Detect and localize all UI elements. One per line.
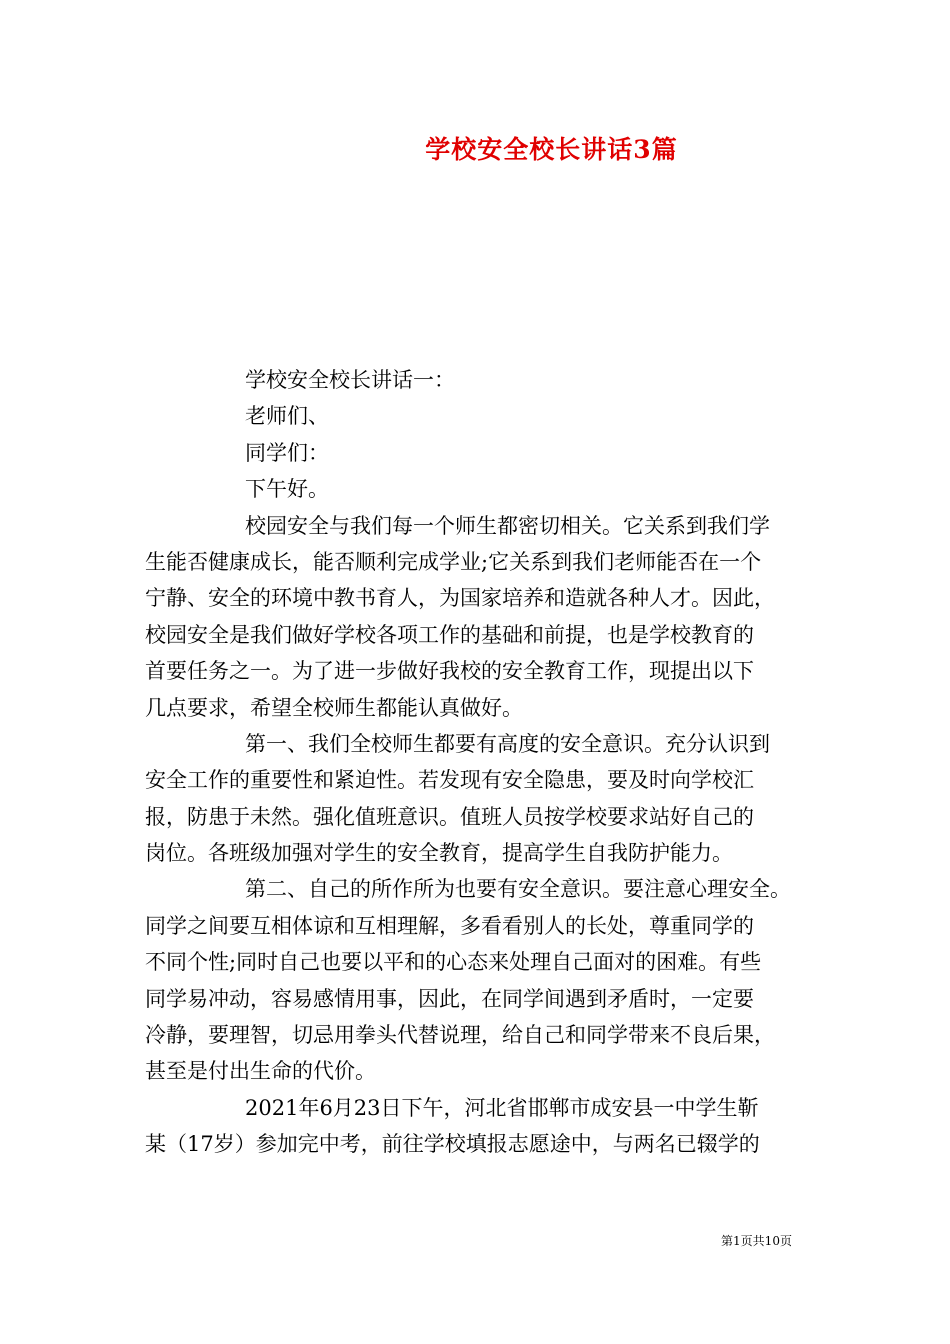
paragraph-line: 宁静、安全的环境中教书育人，为国家培养和造就各种人才。因此，	[145, 586, 775, 611]
paragraph-line: 安全工作的重要性和紧迫性。若发现有安全隐患，要及时向学校汇	[145, 768, 754, 793]
paragraph-line: 同学之间要互相体谅和互相理解，多看看别人的长处，尊重同学的	[145, 913, 754, 938]
paragraph-line: 冷静，要理智，切忌用拳头代替说理，给自己和同学带来不良后果，	[145, 1023, 775, 1048]
document-body	[145, 362, 810, 1163]
heading-line: 下午好。	[245, 477, 329, 502]
paragraph-line: 第一、我们全校师生都要有高度的安全意识。充分认识到	[245, 731, 770, 756]
paragraph-line: 岗位。各班级加强对学生的安全教育，提高学生自我防护能力。	[145, 841, 733, 866]
paragraph-line: 某（17岁）参加完中考，前往学校填报志愿途中，与两名已辍学的	[145, 1132, 760, 1157]
paragraph-line: 校园安全是我们做好学校各项工作的基础和前提，也是学校教育的	[145, 622, 754, 647]
paragraph-line: 同学易冲动，容易感情用事，因此，在同学间遇到矛盾时，一定要	[145, 986, 754, 1011]
heading-line: 学校安全校长讲话一：	[245, 368, 455, 392]
paragraph-line: 报，防患于未然。强化值班意识。值班人员按学校要求站好自己的	[145, 804, 754, 829]
paragraph-line: 校园安全与我们每一个师生都密切相关。它关系到我们学	[245, 513, 770, 538]
paragraph-line: 首要任务之一。为了进一步做好我校的安全教育工作，现提出以下	[145, 659, 754, 684]
paragraph-line: 甚至是付出生命的代价。	[145, 1059, 376, 1084]
document-title: 学校安全校长讲话3篇	[425, 135, 678, 164]
paragraph-line: 不同个性;同时自己也要以平和的心态来处理自己面对的困难。有些	[145, 950, 762, 975]
heading-line: 同学们：	[245, 440, 329, 465]
paragraph-line: 第二、自己的所作所为也要有安全意识。要注意心理安全。	[245, 877, 791, 902]
page-number-footer: 第1页共10页	[721, 1234, 792, 1248]
paragraph-line: 2021年6月23日下午，河北省邯郸市成安县一中学生靳	[245, 1095, 759, 1120]
paragraph-line: 生能否健康成长，能否顺利完成学业;它关系到我们老师能否在一个	[145, 549, 762, 574]
heading-line: 老师们、	[245, 404, 329, 429]
paragraph-line: 几点要求，希望全校师生都能认真做好。	[145, 695, 523, 720]
